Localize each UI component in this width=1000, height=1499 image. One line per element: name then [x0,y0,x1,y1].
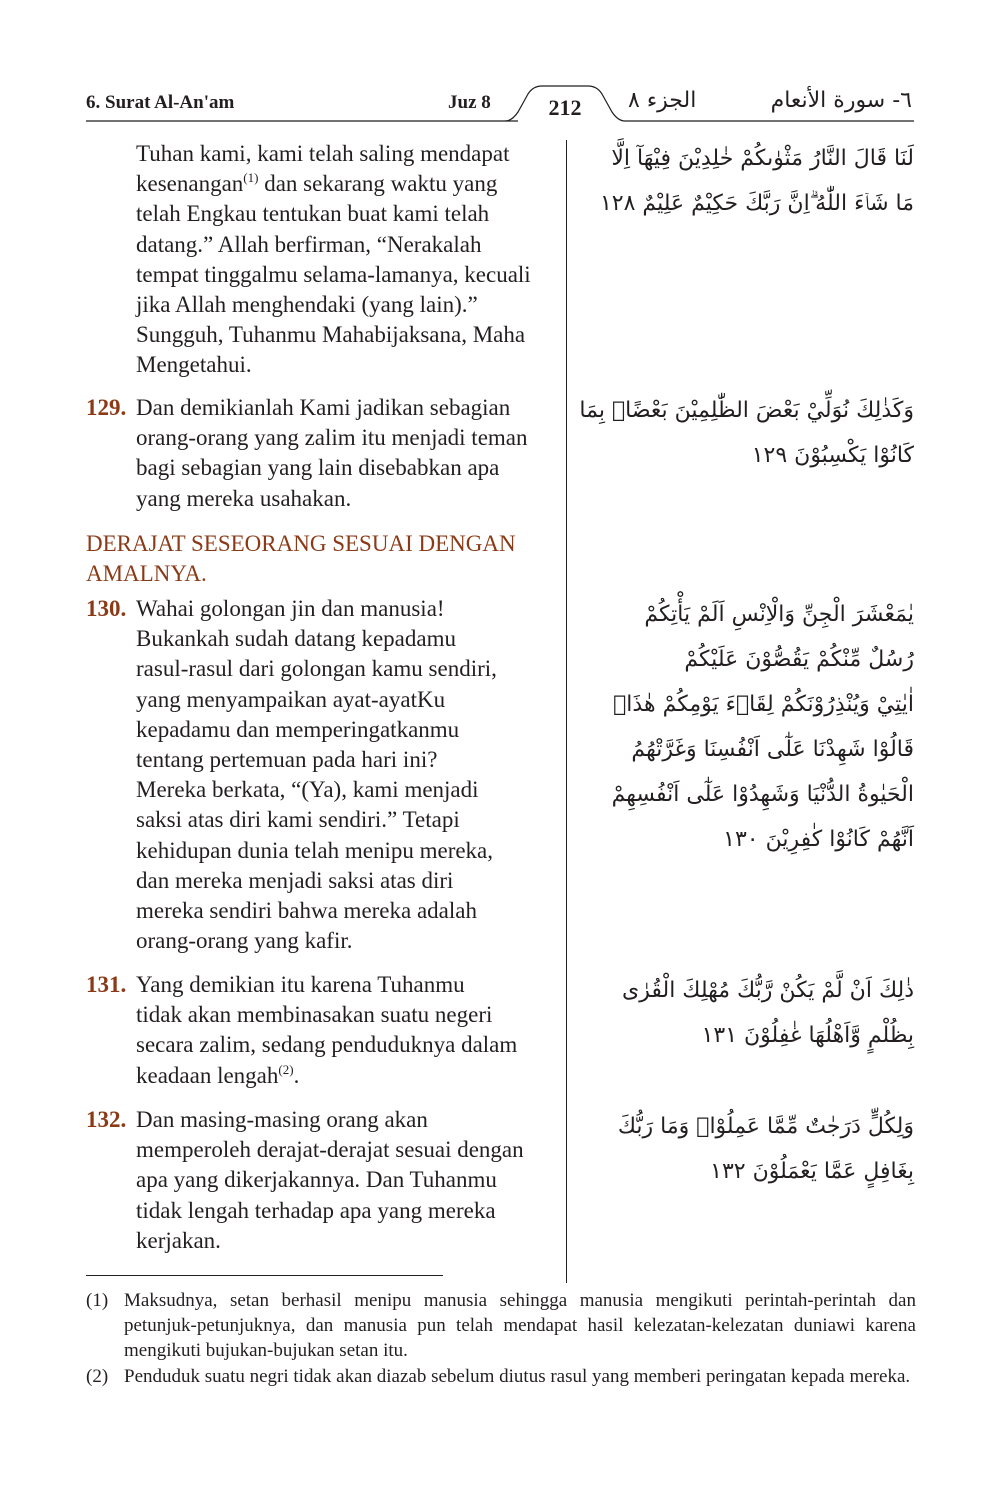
footnote-text: Penduduk suatu negri tidak akan diazab sebelum diutus rasul yang memberi peringatan kepada mereka. [124,1366,911,1387]
verse-number: 129. [86,395,127,420]
text-line [136,169,556,199]
text-line: Tuhan kami, kami telah saling mendapat [136,141,510,166]
text-line: tempat tinggalmu selama-lamanya, kecuali [136,261,531,287]
text-line: rasul-rasul dari golongan kamu sendiri, [136,656,497,682]
text-fragment: dan sekarang waktu yang [258,171,498,197]
arabic-line: بِغَافِلٍ عَمَّا يَعْمَلُوْنَ ١٣٢ [710,1159,914,1184]
text-line: kerjakan. [136,1227,221,1253]
footnote-2 [86,1364,916,1389]
text-line: tidak akan membinasakan suatu negeri [136,1002,493,1028]
arabic-line: قَالُوْا شَهِدْنَا عَلٰٓى اَنْفُسِنَا وَغَرَّتْهُمُ [631,737,914,762]
arabic-verse-132 [596,1104,914,1194]
text-line: Bukankah sudah datang kepadamu [136,626,456,652]
arabic-line: الْحَيٰوةُ الدُّنْيَا وَشَهِدُوْا عَلٰٓى اَنْفُسِهِمْ [611,782,914,807]
text-line [136,1061,556,1091]
header-surah-arabic: ٦- سورة الأنعام [770,88,912,113]
footnote-text: Maksudnya, setan berhasil menipu manusia sehingga manusia mengikuti perintah-perintah dan petunjuk-petunjuknya, dan manusia pun telah mendapat hasil kelezatan-kelezatan duniawi karena mengikuti bujukan-bujukan setan itu. [124,1290,916,1361]
footnote-number: (2) [86,1366,109,1387]
section-heading [86,529,516,589]
text-line: Yang demikian itu karena Tuhanmu [136,972,465,997]
arabic-line: بِظُلْمٍ وَّاَهْلُهَا غٰفِلُوْنَ ١٣١ [701,1023,914,1048]
text-fragment: . [293,1062,300,1088]
text-line: Dan demikianlah Kami jadikan sebagian [136,395,511,420]
footnote-number: (1) [86,1290,109,1311]
text-line: Wahai golongan jin dan manusia! [136,596,445,621]
text-line: datang.” Allah berfirman, “Nerakalah [136,231,482,257]
text-line: orang-orang yang zalim itu menjadi teman [136,425,528,451]
verse-number: 131. [86,972,127,997]
arabic-line: وَكَذٰلِكَ نُوَلِّيْ بَعْضَ الظّٰلِمِيْنَ بَعْضًاۢ بِمَا [579,398,914,423]
footnote-ref: (2) [278,1061,294,1077]
header-juz-arabic: الجزء ٨ [628,88,697,113]
text-line: apa yang dikerjakannya. Dan Tuhanmu [136,1167,497,1193]
page-number: 212 [548,95,582,120]
text-fragment: keadaan lengah [136,1062,279,1088]
verse-number: 132. [86,1107,127,1132]
text-line: secara zalim, sedang penduduknya dalam [136,1032,518,1058]
text-line: Dan masing-masing orang akan [136,1107,428,1132]
header-surah-latin: 6. Surat Al-An'am [86,92,235,113]
arabic-line: لَنَا قَالَ النَّارُ مَثْوٰىكُمْ خٰلِدِيْنَ فِيْهَآ اِلَّا [611,146,914,171]
verse-132-text [136,1105,556,1256]
text-line: dan mereka menjadi saksi atas diri [136,867,454,893]
text-line: Mereka berkata, “(Ya), kami menjadi [136,777,479,803]
header-rule [0,0,1000,140]
text-line: memperoleh derajat-derajat sesuai dengan [136,1137,524,1163]
text-line: bagi sebagian yang lain disebabkan apa [136,455,500,481]
verse-number: 130. [86,596,127,621]
arabic-verse-130 [596,592,914,862]
text-line: yang mereka usahakan. [136,485,352,511]
verse-128-continuation [136,139,556,381]
column-divider [566,140,567,1283]
arabic-line: مَا شَاۤءَ اللّٰهُ ۗاِنَّ رَبَّكَ حَكِيْمٌ عَلِيْمٌ ١٢٨ [599,191,914,216]
text-line: tentang pertemuan pada hari ini? [136,747,438,773]
arabic-line: رُسُلٌ مِّنْكُمْ يَقُصُّوْنَ عَلَيْكُمْ [684,647,914,672]
footnote-separator [86,1275,443,1276]
arabic-verse-129 [579,388,914,478]
arabic-line: كَانُوْا يَكْسِبُوْنَ ١٢٩ [751,443,914,468]
verse-129-text [136,393,556,514]
text-line: kehidupan dunia telah menipu mereka, [136,837,494,863]
text-line: Mengetahui. [136,352,252,378]
header-juz-latin: Juz 8 [448,92,491,113]
text-line: Sungguh, Tuhanmu Mahabijaksana, Maha [136,322,526,348]
text-line: jika Allah menghendaki (yang lain).” [136,292,478,318]
arabic-line: وَلِكُلٍّ دَرَجٰتٌ مِّمَّا عَمِلُوْاۗ وَمَا رَبُّكَ [617,1114,914,1139]
text-fragment: kesenangan [136,171,244,197]
arabic-verse-131 [596,968,914,1058]
text-line: kepadamu dan memperingatkanmu [136,716,460,742]
text-line: orang-orang yang kafir. [136,928,353,954]
footnote-1 [86,1288,916,1363]
arabic-line: اَنَّهُمْ كَانُوْا كٰفِرِيْنَ ١٣٠ [723,827,914,852]
arabic-verse-128 [596,136,914,226]
text-line: tidak lengah terhadap apa yang mereka [136,1197,496,1223]
verse-130-text [136,594,556,956]
text-line: telah Engkau tentukan buat kami telah [136,201,490,227]
arabic-line: اٰيٰتِيْ وَيُنْذِرُوْنَكُمْ لِقَاۤءَ يَوْمِكُمْ هٰذَاۗ [613,692,914,717]
arabic-line: يٰمَعْشَرَ الْجِنِّ وَالْاِنْسِ اَلَمْ يَأْتِكُمْ [644,602,914,627]
text-line: saksi atas diri kami sendiri.” Tetapi [136,807,460,833]
text-line: mereka sendiri bahwa mereka adalah [136,898,477,924]
heading-line: AMALNYA. [86,561,207,587]
arabic-line: ذٰلِكَ اَنْ لَّمْ يَكُنْ رَّبُّكَ مُهْلِكَ الْقُرٰى [622,978,914,1003]
heading-line: DERAJAT SESEORANG SESUAI DENGAN [86,531,516,556]
verse-131-text [136,970,556,1091]
footnote-ref: (1) [243,170,259,186]
text-line: yang menyampaikan ayat-ayatKu [136,686,446,712]
